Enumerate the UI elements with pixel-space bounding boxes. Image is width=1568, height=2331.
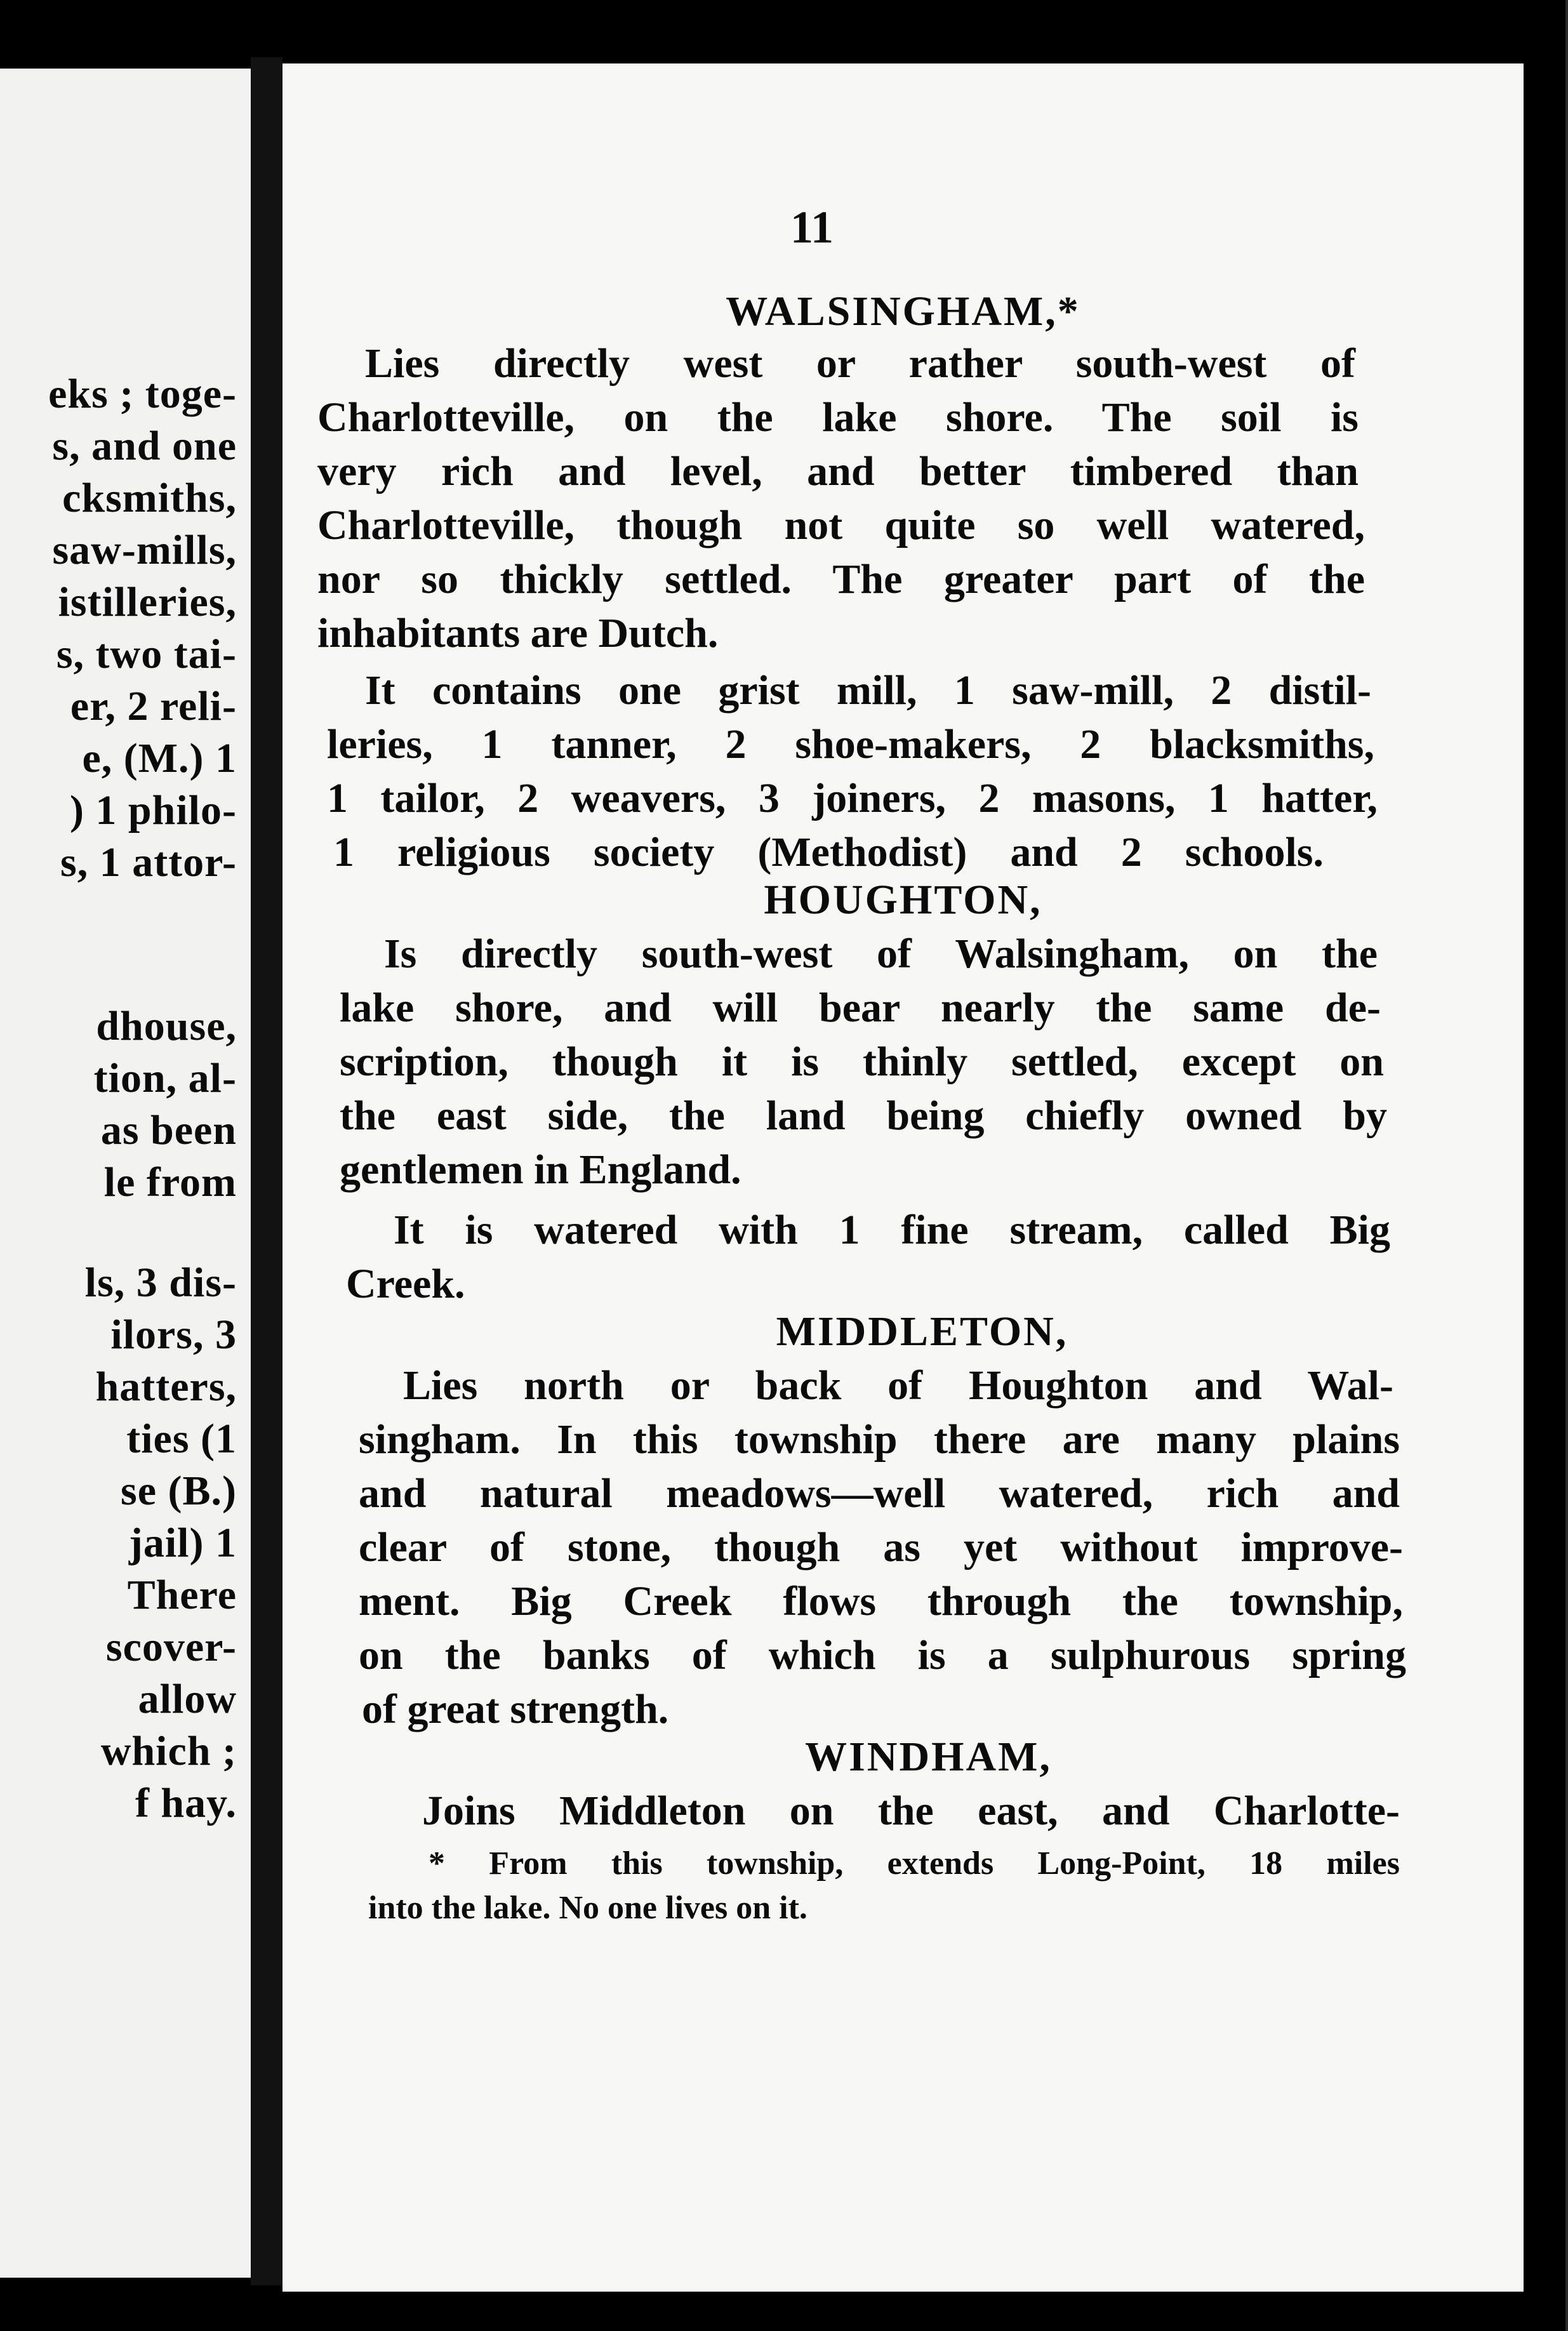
text-line: clear of stone, though as yet without improve- <box>359 1524 1403 1571</box>
text-line: Lies directly west or rather south-west of <box>365 340 1355 387</box>
text-line: Is directly south-west of Walsingham, on the <box>384 931 1378 977</box>
footnote-line: * From this township, extends Long-Point, 18 miles <box>429 1845 1400 1882</box>
text-line: It is watered with 1 fine stream, called Big <box>394 1207 1390 1253</box>
left-fragment-line: as been <box>100 1107 237 1153</box>
left-fragment-line: hatters, <box>95 1364 237 1410</box>
text-line: Joins Middleton on the east, and Charlotte- <box>422 1788 1400 1834</box>
text-line: 1 tailor, 2 weavers, 3 joiners, 2 masons, 1 hatter, <box>327 775 1378 821</box>
section-heading-windham: WINDHAM, <box>805 1734 1052 1780</box>
left-fragment-line: tion, al- <box>93 1055 237 1101</box>
left-fragment-line: istilleries, <box>58 579 237 625</box>
scan-edge <box>1565 0 1568 2331</box>
left-fragment-line: s, two tai- <box>56 631 237 677</box>
text-line: and natural meadows—well watered, rich and <box>359 1470 1400 1517</box>
page-number: 11 <box>790 202 834 253</box>
text-line: very rich and level, and better timbered than <box>317 448 1359 495</box>
current-page <box>282 63 1524 2292</box>
left-fragment-line: jail) 1 <box>128 1520 237 1566</box>
section-heading-middleton: MIDDLETON, <box>776 1308 1068 1355</box>
section-heading-walsingham: WALSINGHAM,* <box>726 288 1080 335</box>
left-fragment-line: allow <box>138 1676 237 1722</box>
left-fragment-line: le from <box>103 1159 237 1205</box>
left-fragment-line: f hay. <box>135 1780 237 1826</box>
text-line: Charlotteville, though not quite so well watered, <box>317 502 1365 548</box>
left-fragment-line: ilors, 3 <box>110 1312 237 1358</box>
left-fragment-line: dhouse, <box>96 1003 237 1049</box>
text-line: of great strength. <box>362 1686 669 1732</box>
text-line: the east side, the land being chiefly owned by <box>340 1092 1387 1139</box>
previous-page-fragment <box>0 69 251 2278</box>
text-line: singham. In this township there are many plains <box>359 1416 1400 1463</box>
left-fragment-line: er, 2 reli- <box>70 683 237 729</box>
section-heading-houghton: HOUGHTON, <box>764 877 1042 923</box>
left-fragment-line: e, (M.) 1 <box>82 735 237 781</box>
left-fragment-line: cksmiths, <box>62 475 237 521</box>
text-line: gentlemen in England. <box>340 1146 741 1193</box>
left-fragment-line: s, 1 attor- <box>60 839 237 886</box>
text-line: Lies north or back of Houghton and Wal- <box>403 1362 1393 1409</box>
left-fragment-line: eks ; toge- <box>48 371 237 417</box>
text-line: inhabitants are Dutch. <box>317 610 719 656</box>
left-fragment-line: ls, 3 dis- <box>84 1259 237 1306</box>
text-line: on the banks of which is a sulphurous spring <box>359 1632 1406 1678</box>
left-fragment-line: There <box>127 1572 237 1618</box>
left-fragment-line: ties (1 <box>126 1416 237 1462</box>
left-fragment-line: scover- <box>105 1624 237 1670</box>
text-line: nor so thickly settled. The greater part of the <box>317 556 1365 602</box>
left-fragment-line: ) 1 philo- <box>69 787 237 833</box>
text-line: leries, 1 tanner, 2 shoe-makers, 2 blacksmiths, <box>327 721 1374 767</box>
text-line: 1 religious society (Methodist) and 2 schools. <box>333 829 1324 875</box>
text-line: Charlotteville, on the lake shore. The soil is <box>317 394 1359 441</box>
footnote-line: into the lake. No one lives on it. <box>368 1890 807 1926</box>
text-line: ment. Big Creek flows through the township, <box>359 1578 1403 1624</box>
left-fragment-line: saw-mills, <box>52 527 237 573</box>
text-line: lake shore, and will bear nearly the same de- <box>340 985 1381 1031</box>
left-fragment-line: which ; <box>100 1728 237 1774</box>
text-line: Creek. <box>346 1261 465 1307</box>
left-fragment-line: se (B.) <box>121 1468 237 1514</box>
text-line: It contains one grist mill, 1 saw-mill, 2 distil- <box>365 667 1371 714</box>
left-fragment-line: s, and one <box>52 423 237 469</box>
text-line: scription, though it is thinly settled, except on <box>340 1039 1384 1085</box>
book-gutter <box>251 57 282 2285</box>
